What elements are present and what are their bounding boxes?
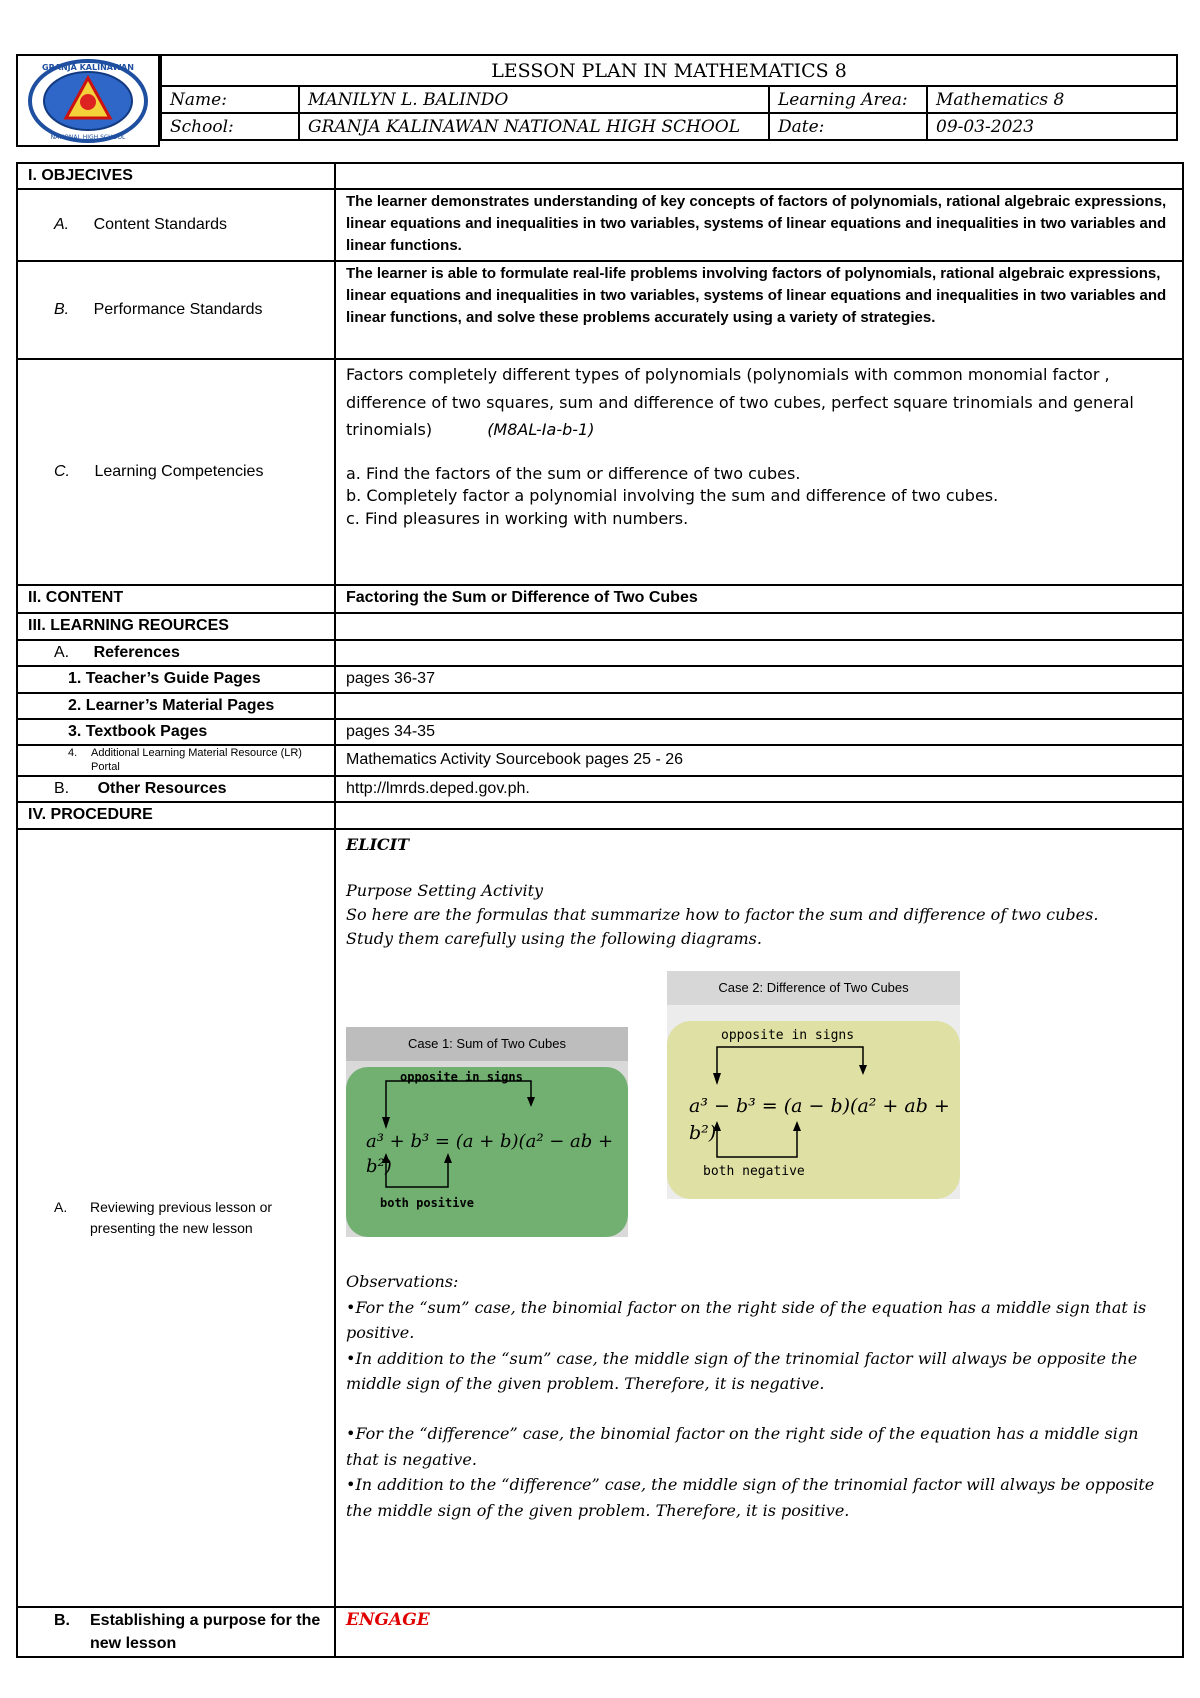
performance-standards-value: The learner is able to formulate real-life problems involving factors of polynomials, rational algebraic expressions, linear equations and inequalities in two variables, systems of linear equations and inequalities in two variables and linear functions, and solve these problems accurately using a variety of strategies. <box>335 261 1183 359</box>
procedure-b-cell <box>17 1607 335 1657</box>
competency-a: a. Find the factors of the sum or difference of two cubes. <box>346 463 801 483</box>
logo-lettering: GRANJA KALINAWAN <box>42 62 134 72</box>
teachers-guide-value: pages 36-37 <box>335 666 1183 692</box>
purpose-line-1: So here are the formulas that summarize how to factor the sum and difference of two cubes. <box>346 905 1099 925</box>
learning-competencies-value <box>335 359 1183 585</box>
case2-box <box>667 1021 960 1199</box>
content-standards-label: Content Standards <box>93 216 227 234</box>
case1-bottom-note: both positive <box>380 1196 474 1211</box>
resources-empty <box>335 613 1183 639</box>
learning-competencies-cell <box>17 359 335 585</box>
learners-material-label: 2. Learner’s Material Pages <box>17 693 335 719</box>
textbook-label: 3. Textbook Pages <box>17 719 335 745</box>
elicit-heading: ELICIT <box>346 834 410 854</box>
case2-formula: a³ − b³ = (a − b)(a² + ab + b²) <box>689 1095 950 1144</box>
case1-top-note: opposite in signs <box>400 1070 523 1085</box>
learning-area-value: Mathematics 8 <box>927 86 1177 113</box>
objectives-empty <box>335 163 1183 189</box>
resources-heading: III. LEARNING REOURCES <box>17 613 335 639</box>
case2-bottom-note: both negative <box>703 1164 805 1180</box>
procedure-b-content <box>335 1607 1183 1657</box>
diagrams-area <box>346 951 1172 1245</box>
other-resources-label: Other Resources <box>97 779 227 797</box>
lr-portal-label: Additional Learning Material Resource (LR) Portal <box>91 747 302 773</box>
lr-portal-cell <box>17 745 335 775</box>
procedure-empty <box>335 802 1183 828</box>
observations-title: Observations: <box>346 1272 459 1292</box>
school-label: School: <box>161 113 299 140</box>
case1-formula: a³ + b³ = (a + b)(a² − ab + b²) <box>366 1131 614 1178</box>
performance-standards-label: Performance Standards <box>93 301 263 319</box>
other-resources-cell <box>17 776 335 802</box>
competency-code: (M8AL-Ia-b-1) <box>487 419 595 439</box>
content-standards-value: The learner demonstrates understanding of key concepts of factors of polynomials, rational algebraic expressions, linear equations and inequalities in two variables, systems of linear equations and inequalities in two variables and linear functions. <box>335 189 1183 261</box>
references-cell <box>17 640 335 666</box>
purpose-title: Purpose Setting Activity <box>346 881 544 901</box>
svg-text:NATIONAL HIGH SCHOOL: NATIONAL HIGH SCHOOL <box>50 133 126 141</box>
observation-2: •In addition to the “sum” case, the middle sign of the trinomial factor will always be opposite the middle sign of the given problem. Therefore, it is negative. <box>346 1348 1138 1394</box>
learning-area-label: Learning Area: <box>769 86 927 113</box>
learning-competencies-label: Learning Competencies <box>94 463 264 481</box>
content-heading: II. CONTENT <box>17 585 335 613</box>
lesson-header <box>16 54 1176 149</box>
learners-material-value <box>335 693 1183 719</box>
content-value: Factoring the Sum or Difference of Two Cubes <box>335 585 1183 613</box>
logo-cell <box>16 54 160 147</box>
procedure-a-letter: A. <box>54 1199 68 1216</box>
lr-portal-value: Mathematics Activity Sourcebook pages 25 - 26 <box>335 745 1183 775</box>
procedure-b-label: Establishing a purpose for the new lesson <box>90 1611 321 1652</box>
textbook-value: pages 34-35 <box>335 719 1183 745</box>
date-label: Date: <box>769 113 927 140</box>
references-label: References <box>93 643 180 661</box>
page-title: LESSON PLAN IN MATHEMATICS 8 <box>161 55 1177 86</box>
header-table <box>160 54 1178 141</box>
objectives-heading: I. OBJECIVES <box>17 163 335 189</box>
references-empty <box>335 640 1183 666</box>
other-resources-link[interactable]: http://lmrds.deped.gov.ph. <box>335 776 1183 802</box>
observation-3: •For the “difference” case, the binomial factor on the right side of the equation has a middle sign that is negative. <box>346 1424 1139 1469</box>
case2-diagram <box>667 971 960 1199</box>
procedure-a-content <box>335 829 1183 1607</box>
content-standards-letter: A. <box>54 216 70 234</box>
procedure-heading: IV. PROCEDURE <box>17 802 335 828</box>
teachers-guide-label: 1. Teacher’s Guide Pages <box>17 666 335 692</box>
procedure-b-letter: B. <box>54 1611 70 1629</box>
observation-4: •In addition to the “difference” case, the middle sign of the trinomial factor will always be opposite the middle sign of the given problem. Therefore, it is positive. <box>346 1475 1155 1520</box>
competency-c: c. Find pleasures in working with numbers. <box>346 508 689 528</box>
competency-main-block <box>346 361 1172 443</box>
lesson-plan-table <box>16 162 1184 1658</box>
references-letter: A. <box>54 643 70 661</box>
other-resources-letter: B. <box>54 779 70 797</box>
school-value: GRANJA KALINAWAN NATIONAL HIGH SCHOOL <box>299 113 769 140</box>
case1-box <box>346 1067 628 1237</box>
competency-main: Factors completely different types of polynomials (polynomials with common monomial factor , difference of two squares, sum and difference of two cubes, perfect square trinomials and general trinomials) <box>346 365 1134 439</box>
purpose-line-2: Study them carefully using the following diagrams. <box>346 929 762 949</box>
name-label: Name: <box>161 86 299 113</box>
performance-standards-cell <box>17 261 335 359</box>
lr-portal-num: 4. <box>68 747 78 760</box>
case2-top-note: opposite in signs <box>721 1028 855 1044</box>
content-standards-cell <box>17 189 335 261</box>
learning-competencies-letter: C. <box>54 463 70 481</box>
observation-1: •For the “sum” case, the binomial factor on the right side of the equation has a middle sign that is positive. <box>346 1297 1147 1343</box>
school-logo <box>26 58 150 144</box>
engage-heading: ENGAGE <box>346 1609 430 1630</box>
name-value: MANILYN L. BALINDO <box>299 86 769 113</box>
case1-title: Case 1: Sum of Two Cubes <box>346 1027 628 1061</box>
date-value: 09-03-2023 <box>927 113 1177 140</box>
performance-standards-letter: B. <box>54 301 70 319</box>
case2-title: Case 2: Difference of Two Cubes <box>667 971 960 1005</box>
procedure-a-cell <box>17 829 335 1607</box>
case1-diagram <box>346 1027 628 1237</box>
procedure-a-label: Reviewing previous lesson or presenting the new lesson <box>90 1199 273 1236</box>
competency-b: b. Completely factor a polynomial involving the sum and difference of two cubes. <box>346 486 999 506</box>
